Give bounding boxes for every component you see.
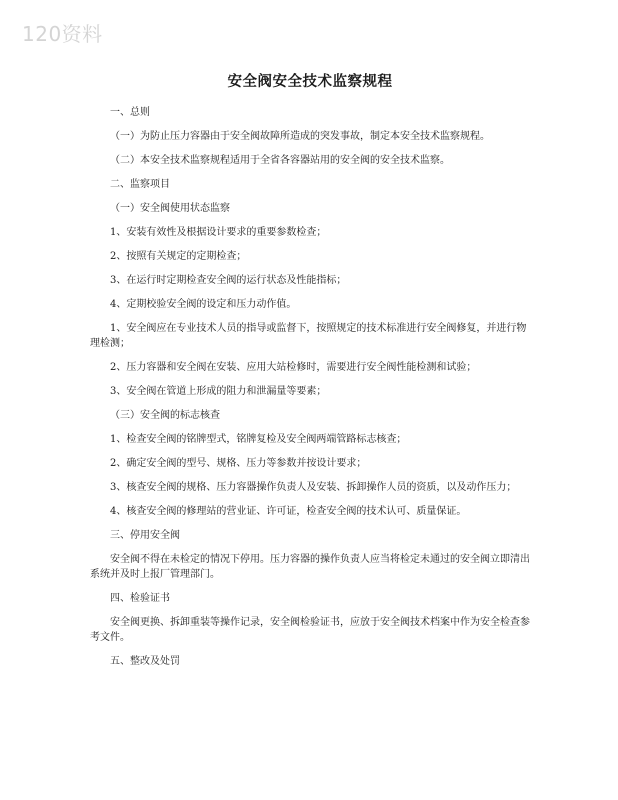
list-item: 4、定期校验安全阀的设定和压力动作值。 bbox=[110, 299, 297, 310]
document-body bbox=[90, 105, 530, 669]
list-item: 3、安全阀在管道上形成的阻力和泄漏量等要素； bbox=[110, 386, 327, 397]
list-item: 3、在运行时定期检查安全阀的运行状态及性能指标； bbox=[110, 275, 347, 286]
paragraph: 安全阀更换、拆卸重装等操作记录，安全阀检验证书，应放于安全阀技术档案中作为安全检查参考文件。 bbox=[90, 617, 530, 643]
list-item: 4、核查安全阀的修理站的营业证、许可证，检查安全阀的技术认可、质量保证。 bbox=[110, 506, 467, 517]
list-item: 2、确定安全阀的型号、规格、压力等参数并按设计要求； bbox=[110, 458, 367, 469]
document-page bbox=[90, 70, 530, 678]
section-heading-rectification: 五、整改及处罚 bbox=[110, 656, 180, 667]
subsection-heading: （一）安全阀使用状态监察 bbox=[110, 203, 230, 214]
subsection-heading: （三）安全阀的标志核查 bbox=[110, 410, 220, 421]
list-item: 3、核查安全阀的规格、压力容器操作负责人及安装、拆卸操作人员的资质，以及动作压力； bbox=[110, 482, 517, 493]
section-heading-certificate: 四、检验证书 bbox=[110, 593, 170, 604]
section-heading-inspection-items: 二、监察项目 bbox=[110, 179, 170, 190]
section-heading-decommission: 三、停用安全阀 bbox=[110, 530, 180, 541]
list-item: 1、安全阀应在专业技术人员的指导或监督下，按照规定的技术标准进行安全阀修复，并进行物理检测； bbox=[90, 323, 527, 349]
paragraph: （一）为防止压力容器由于安全阀故障所造成的突发事故，制定本安全技术监察规程。 bbox=[110, 131, 490, 142]
document-title: 安全阀安全技术监察规程 bbox=[227, 73, 393, 90]
list-item: 1、检查安全阀的铭牌型式，铭牌复检及安全阀两端管路标志核查； bbox=[110, 434, 407, 445]
watermark-logo: 120资料 bbox=[22, 22, 103, 46]
section-heading-general: 一、总则 bbox=[110, 107, 150, 118]
paragraph: 安全阀不得在未检定的情况下停用。压力容器的操作负责人应当将检定未通过的安全阀立即清出系统并及时上报厂管理部门。 bbox=[90, 554, 530, 580]
list-item: 1、安装有效性及根据设计要求的重要参数检查； bbox=[110, 227, 327, 238]
list-item: 2、按照有关规定的定期检查； bbox=[110, 251, 247, 262]
paragraph: （二）本安全技术监察规程适用于全省各容器站用的安全阀的安全技术监察。 bbox=[110, 155, 450, 166]
list-item: 2、压力容器和安全阀在安装、应用大站检修时，需要进行安全阀性能检测和试验； bbox=[110, 362, 477, 373]
